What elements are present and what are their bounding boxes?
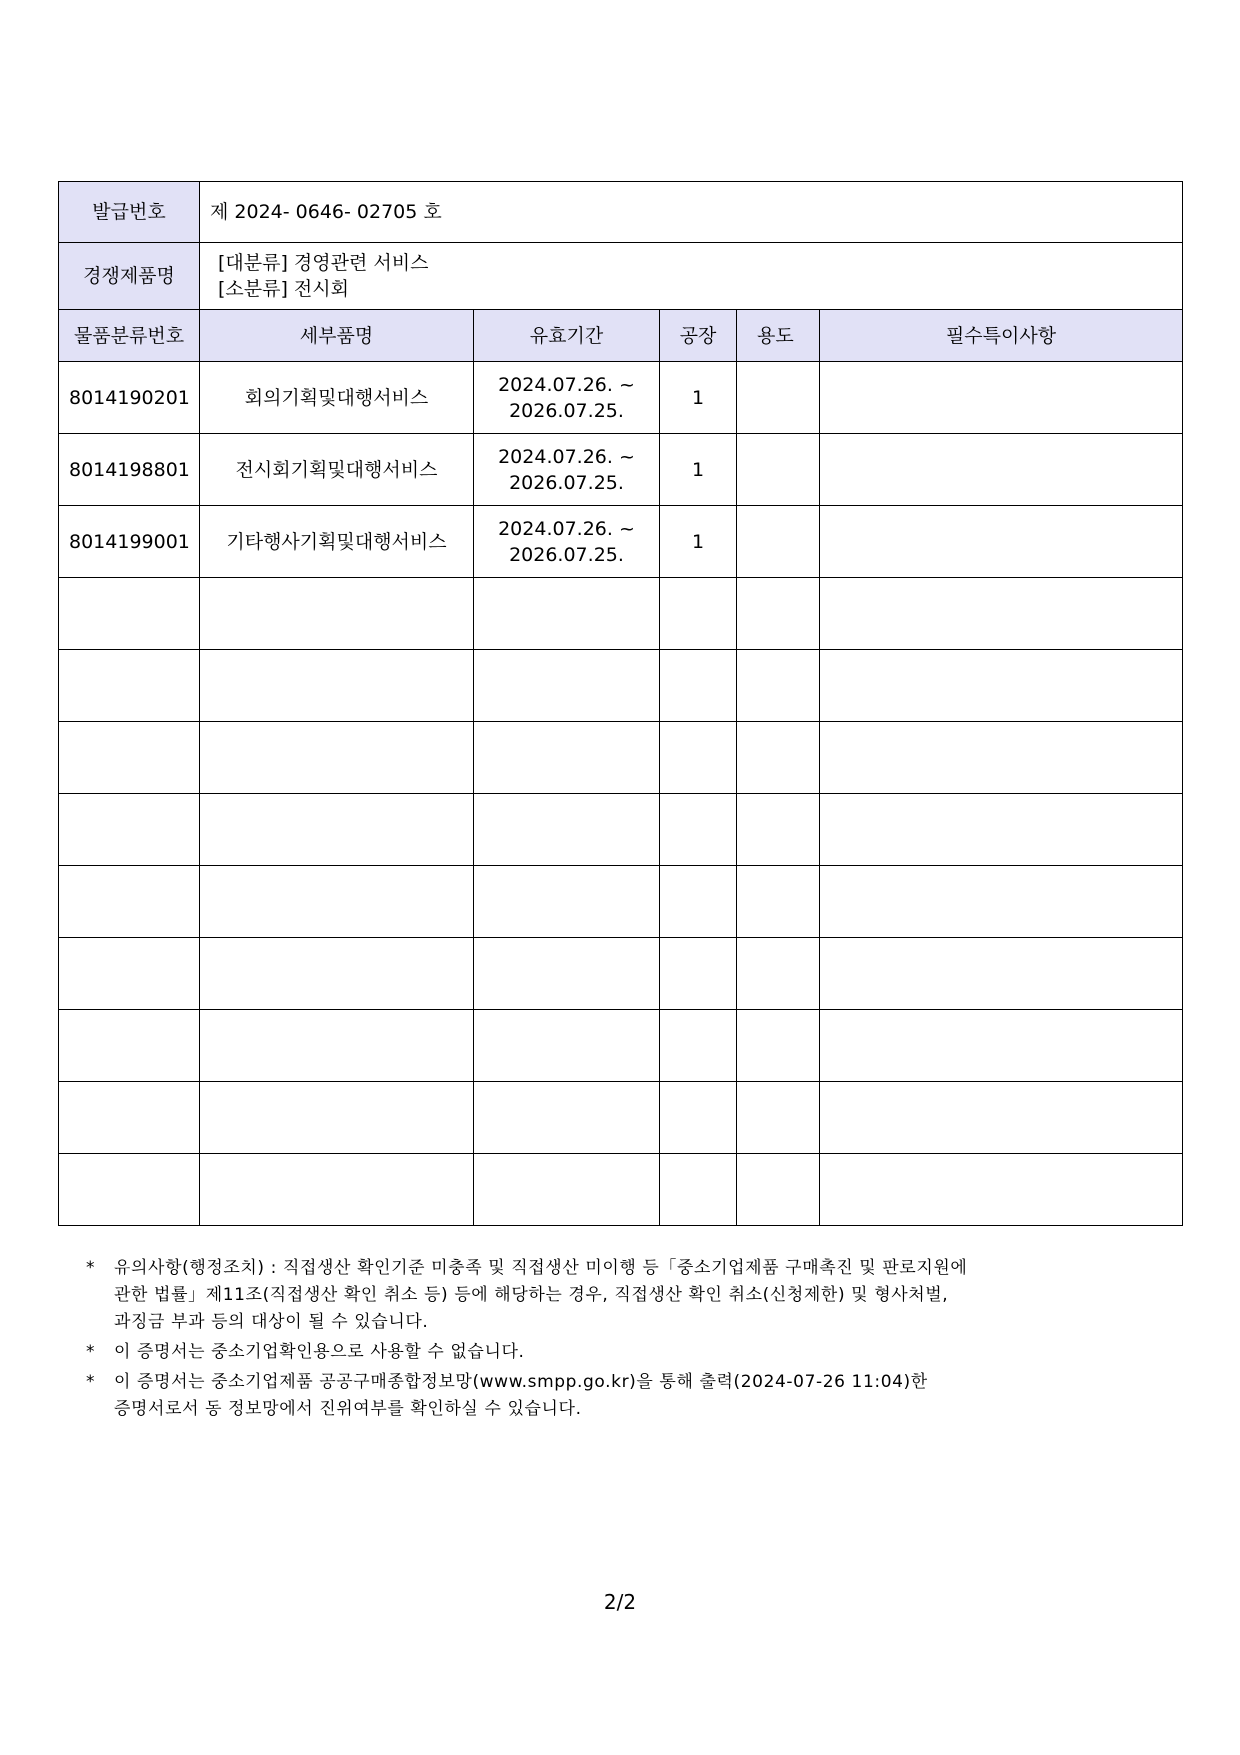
table-row <box>59 506 1183 578</box>
empty-cell <box>820 1082 1183 1154</box>
empty-cell <box>200 794 474 866</box>
note-line: 유의사항(행정조치) : 직접생산 확인기준 미충족 및 직접생산 미이행 등「중소기업제품 구매촉진 및 판로지원에 <box>114 1258 968 1278</box>
empty-row <box>59 794 1183 866</box>
product-category-cell <box>200 243 1183 310</box>
row-use <box>737 434 820 506</box>
empty-cell <box>660 1154 737 1226</box>
empty-cell <box>200 1010 474 1082</box>
row-factory: 1 <box>660 506 737 578</box>
row-code: 8014199001 <box>59 506 200 578</box>
empty-cell <box>474 866 660 938</box>
empty-cell <box>737 578 820 650</box>
note-marker: * <box>86 1372 96 1392</box>
column-header-factory: 공장 <box>660 310 737 362</box>
column-header-row <box>59 310 1183 362</box>
empty-cell <box>474 794 660 866</box>
empty-cell <box>474 722 660 794</box>
row-name: 전시회기획및대행서비스 <box>200 434 474 506</box>
certificate-table <box>58 181 1183 1226</box>
column-header-use: 용도 <box>737 310 820 362</box>
row-use <box>737 506 820 578</box>
row-note <box>820 506 1183 578</box>
product-name-label: 경쟁제품명 <box>59 243 200 310</box>
empty-cell <box>200 722 474 794</box>
empty-cell <box>474 938 660 1010</box>
empty-cell <box>200 1082 474 1154</box>
major-category: [대분류] 경영관련 서비스 <box>218 252 429 274</box>
empty-cell <box>660 1082 737 1154</box>
empty-cell <box>59 1010 200 1082</box>
empty-cell <box>660 722 737 794</box>
empty-cell <box>660 938 737 1010</box>
empty-cell <box>820 1010 1183 1082</box>
empty-cell <box>660 866 737 938</box>
period-end: 2026.07.25. <box>509 399 624 422</box>
row-code: 8014198801 <box>59 434 200 506</box>
note-line: 이 증명서는 중소기업제품 공공구매종합정보망(www.smpp.go.kr)을 통해 출력(2024-07-26 11:04)한 <box>114 1372 928 1392</box>
notes-list <box>86 1255 1186 1426</box>
empty-row <box>59 938 1183 1010</box>
note-item <box>86 1339 1186 1366</box>
table-row <box>59 362 1183 434</box>
note-line: 증명서로서 동 정보망에서 진위여부를 확인하실 수 있습니다. <box>114 1399 582 1419</box>
empty-cell <box>660 650 737 722</box>
empty-cell <box>474 1010 660 1082</box>
row-period <box>474 362 660 434</box>
empty-cell <box>737 722 820 794</box>
empty-cell <box>737 1082 820 1154</box>
empty-cell <box>660 578 737 650</box>
empty-cell <box>59 578 200 650</box>
empty-cell <box>474 650 660 722</box>
note-marker: * <box>86 1258 96 1278</box>
period-start: 2024.07.26. ~ <box>498 373 635 396</box>
row-period <box>474 434 660 506</box>
empty-cell <box>59 866 200 938</box>
row-note <box>820 434 1183 506</box>
empty-cell <box>820 794 1183 866</box>
empty-cell <box>660 794 737 866</box>
row-name: 회의기획및대행서비스 <box>200 362 474 434</box>
empty-row <box>59 866 1183 938</box>
empty-cell <box>660 1010 737 1082</box>
row-factory: 1 <box>660 434 737 506</box>
empty-row <box>59 1010 1183 1082</box>
issue-number-row <box>59 182 1183 243</box>
empty-cell <box>474 1082 660 1154</box>
empty-cell <box>59 938 200 1010</box>
empty-cell <box>200 866 474 938</box>
empty-cell <box>200 938 474 1010</box>
empty-cell <box>820 1154 1183 1226</box>
empty-cell <box>820 722 1183 794</box>
empty-cell <box>737 1154 820 1226</box>
empty-cell <box>59 650 200 722</box>
empty-cell <box>820 650 1183 722</box>
period-start: 2024.07.26. ~ <box>498 445 635 468</box>
empty-cell <box>200 1154 474 1226</box>
empty-row <box>59 578 1183 650</box>
page-number: 2/2 <box>603 1590 637 1614</box>
column-header-note: 필수특이사항 <box>820 310 1183 362</box>
empty-cell <box>200 578 474 650</box>
empty-cell <box>59 794 200 866</box>
period-end: 2026.07.25. <box>509 471 624 494</box>
row-period <box>474 506 660 578</box>
empty-row <box>59 1082 1183 1154</box>
row-factory: 1 <box>660 362 737 434</box>
empty-cell <box>737 650 820 722</box>
empty-cell <box>474 578 660 650</box>
empty-cell <box>737 938 820 1010</box>
row-code: 8014190201 <box>59 362 200 434</box>
note-line: 관한 법률」제11조(직접생산 확인 취소 등) 등에 해당하는 경우, 직접생산 확인 취소(신청제한) 및 형사처벌, <box>114 1285 949 1305</box>
empty-cell <box>820 866 1183 938</box>
empty-row <box>59 722 1183 794</box>
note-marker: * <box>86 1342 96 1362</box>
empty-cell <box>737 866 820 938</box>
period-start: 2024.07.26. ~ <box>498 517 635 540</box>
row-note <box>820 362 1183 434</box>
column-header-code: 물품분류번호 <box>59 310 200 362</box>
empty-row <box>59 1154 1183 1226</box>
empty-cell <box>737 1010 820 1082</box>
note-item <box>86 1255 1186 1336</box>
empty-cell <box>820 578 1183 650</box>
empty-cell <box>200 650 474 722</box>
note-item <box>86 1369 1186 1423</box>
empty-cell <box>59 1082 200 1154</box>
column-header-name: 세부품명 <box>200 310 474 362</box>
note-line: 과징금 부과 등의 대상이 될 수 있습니다. <box>114 1312 429 1332</box>
product-name-row <box>59 243 1183 310</box>
row-name: 기타행사기획및대행서비스 <box>200 506 474 578</box>
period-end: 2026.07.25. <box>509 543 624 566</box>
empty-cell <box>59 1154 200 1226</box>
empty-cell <box>820 938 1183 1010</box>
column-header-period: 유효기간 <box>474 310 660 362</box>
table-row <box>59 434 1183 506</box>
empty-cell <box>474 1154 660 1226</box>
issue-number-label: 발급번호 <box>59 182 200 243</box>
empty-row <box>59 650 1183 722</box>
empty-cell <box>59 722 200 794</box>
issue-number-value: 제 2024- 0646- 02705 호 <box>200 182 1183 243</box>
empty-cell <box>737 794 820 866</box>
row-use <box>737 362 820 434</box>
note-line: 이 증명서는 중소기업확인용으로 사용할 수 없습니다. <box>114 1342 525 1362</box>
minor-category: [소분류] 전시회 <box>218 278 349 300</box>
